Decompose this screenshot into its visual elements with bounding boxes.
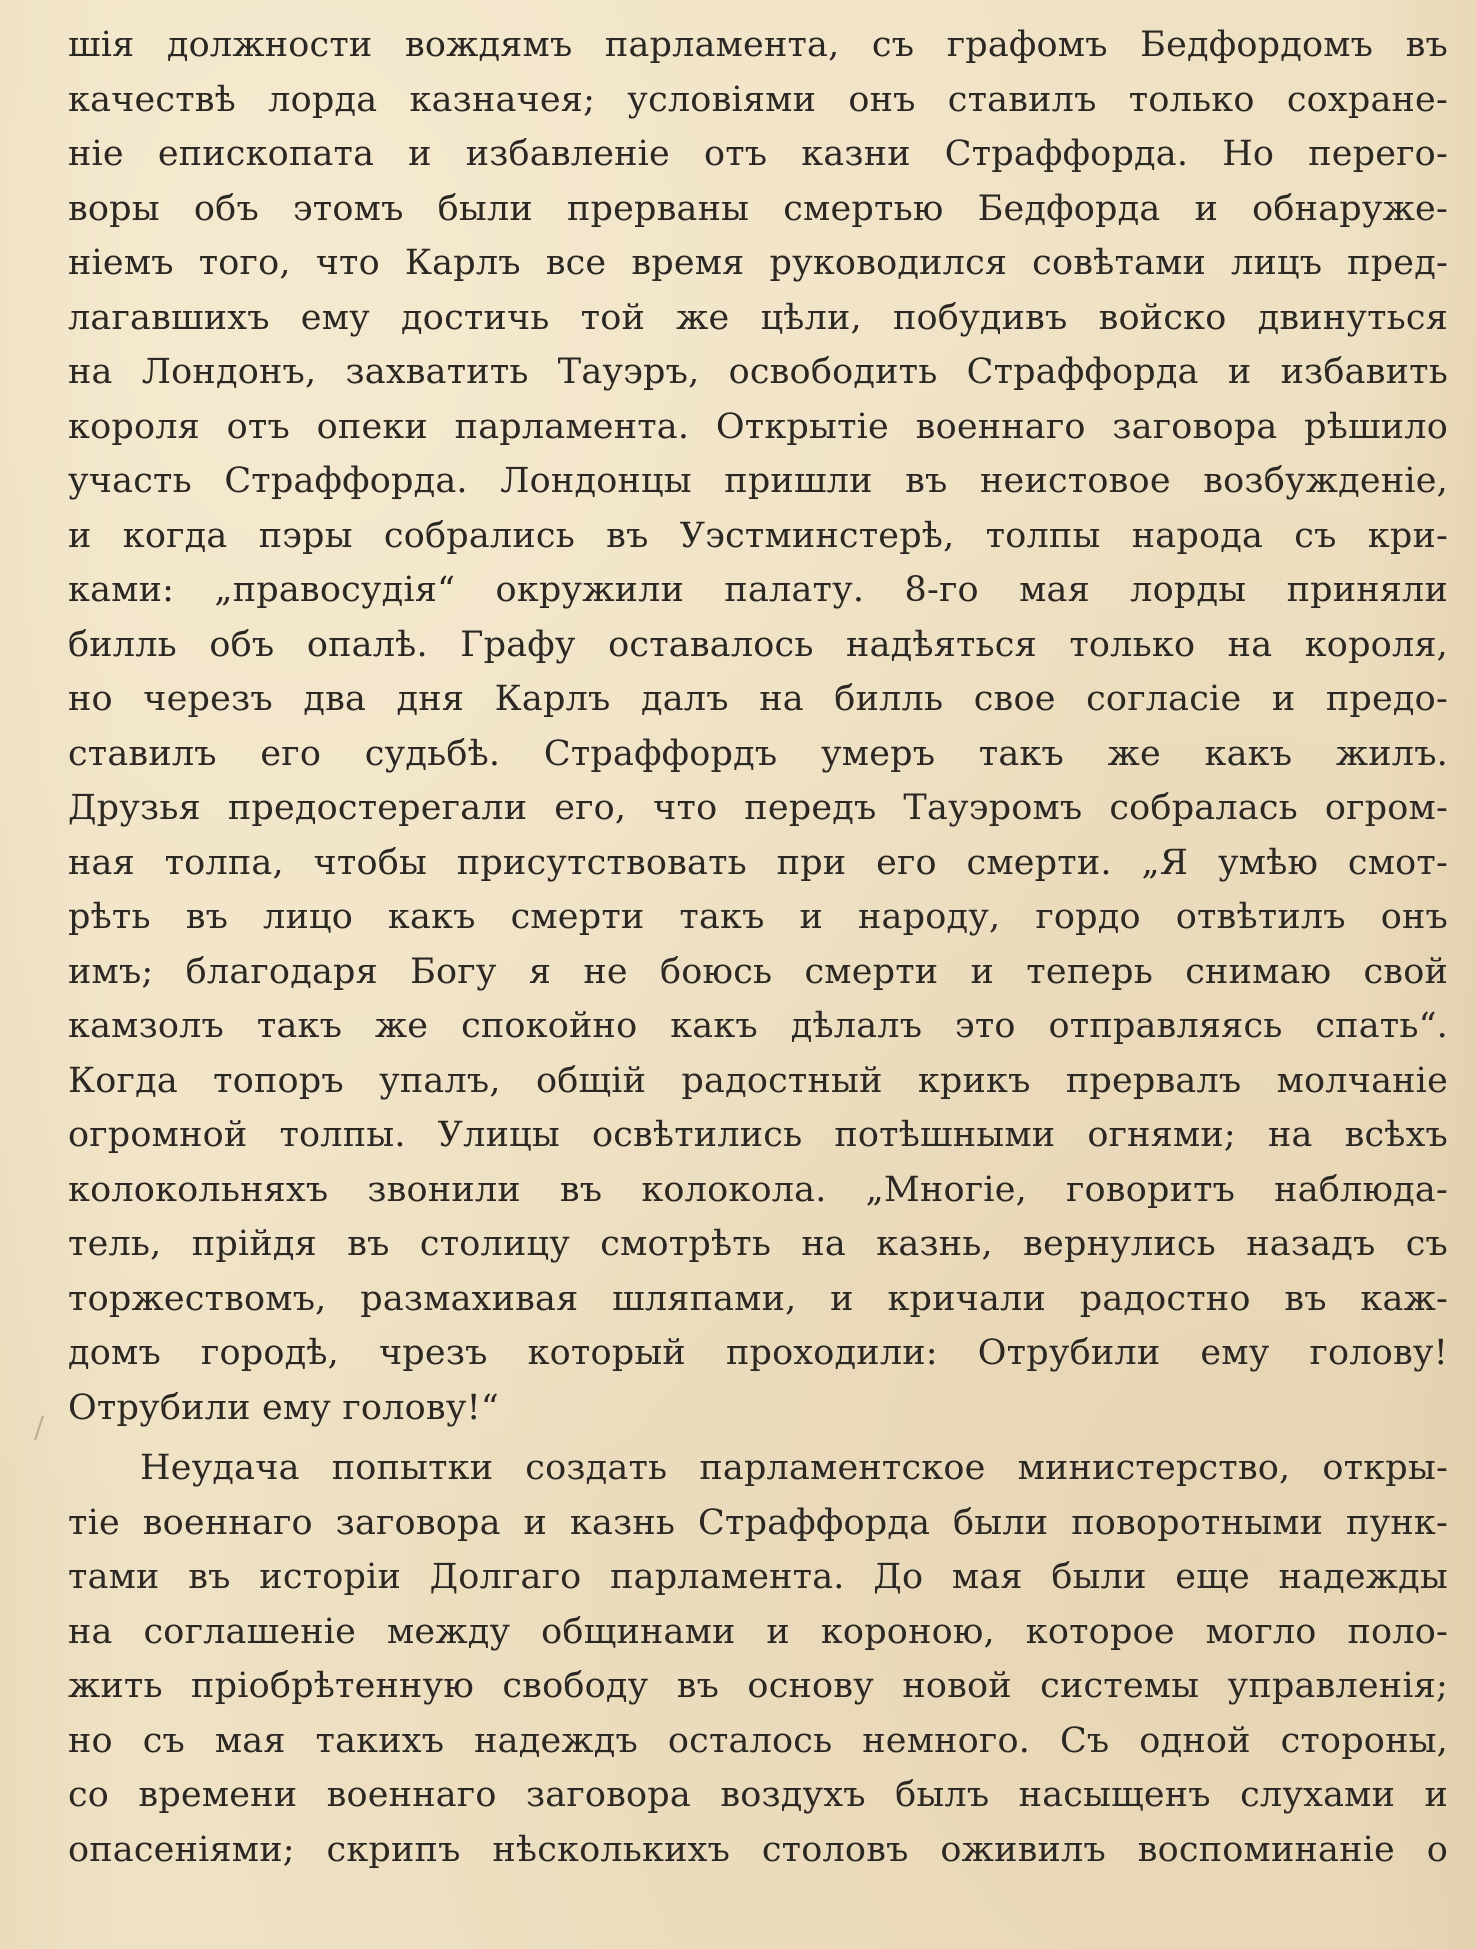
text-line: ставилъ его судьбѣ. Страффордъ умеръ такъ же какъ жилъ. <box>68 733 1448 774</box>
text-line: ная толпа, чтобы присутствовать при его смерти. „Я умѣю смот- <box>68 842 1448 883</box>
text-line: на соглашеніе между общинами и короною, которое могло поло- <box>68 1611 1448 1652</box>
text-line: Отрубили ему голову!“ <box>68 1387 499 1428</box>
text-line: жить пріобрѣтенную свободу въ основу новой системы управленія; <box>68 1666 1448 1706</box>
text-line: со времени военнаго заговора воздухъ былъ насыщенъ слухами и <box>68 1775 1448 1815</box>
text-line: участь Страффорда. Лондонцы пришли въ неистовое возбужденіе, <box>68 461 1448 501</box>
text-line: огромной толпы. Улицы освѣтились потѣшными огнями; на всѣхъ <box>68 1115 1448 1155</box>
page-text <box>68 18 1448 1877</box>
text-line: опасеніями; скрипъ нѣсколькихъ столовъ оживилъ воспоминаніе о <box>68 1829 1448 1870</box>
text-line: домъ городѣ, чрезъ который проходили: Отрубили ему голову! <box>68 1333 1448 1373</box>
text-line: ніе епископата и избавленіе отъ казни Страффорда. Но перего- <box>68 134 1448 174</box>
text-line: рѣть въ лицо какъ смерти такъ и народу, гордо отвѣтилъ онъ <box>68 897 1448 937</box>
text-line: Неудача попытки создать парламентское министерство, откры- <box>140 1448 1448 1488</box>
margin-pencil-mark <box>34 1415 44 1440</box>
text-line: Друзья предостерегали его, что передъ Тауэромъ собралась огром- <box>68 788 1448 828</box>
text-line: тіе военнаго заговора и казнь Страффорда были поворотными пунк- <box>68 1502 1448 1543</box>
text-line: но съ мая такихъ надеждъ осталось немного. Съ одной стороны, <box>68 1720 1448 1761</box>
text-line: Когда топоръ упалъ, общій радостный крикъ прервалъ молчаніе <box>68 1060 1448 1101</box>
text-line: шія должности вождямъ парламента, съ графомъ Бедфордомъ въ <box>68 25 1448 65</box>
text-line: и когда пэры собрались въ Уэстминстерѣ, толпы народа съ кри- <box>68 515 1448 556</box>
text-line: короля отъ опеки парламента. Открытіе военнаго заговора рѣшило <box>68 406 1448 447</box>
text-line: торжествомъ, размахивая шляпами, и кричали радостно въ каж- <box>68 1278 1448 1319</box>
text-line: имъ; благодаря Богу я не боюсь смерти и теперь снимаю свой <box>68 951 1448 992</box>
text-line: камзолъ такъ же спокойно какъ дѣлалъ это отправляясь спать“. <box>68 1006 1448 1046</box>
text-line: но черезъ два дня Карлъ далъ на билль свое согласіе и предо- <box>68 679 1448 719</box>
text-line: на Лондонъ, захватить Тауэръ, освободить Страффорда и избавить <box>68 352 1448 392</box>
text-line: воры объ этомъ были прерваны смертью Бедфорда и обнаруже- <box>68 188 1448 229</box>
text-line: колокольняхъ звонили въ колокола. „Многіе, говоритъ наблюда- <box>68 1169 1448 1210</box>
text-line: билль объ опалѣ. Графу оставалось надѣяться только на короля, <box>68 624 1448 665</box>
text-line: ніемъ того, что Карлъ все время руководился совѣтами лицъ пред- <box>68 243 1448 283</box>
paragraph-2 <box>68 1441 1448 1877</box>
text-line: тами въ исторіи Долгаго парламента. До мая были еще надежды <box>68 1557 1448 1597</box>
text-line: лагавшихъ ему достичь той же цѣли, побудивъ войско двинуться <box>68 297 1448 338</box>
paragraph-1 <box>68 18 1448 1435</box>
text-line: тель, прійдя въ столицу смотрѣть на казнь, вернулись назадъ съ <box>68 1224 1448 1264</box>
text-line: ками: „правосудія“ окружили палату. 8-го мая лорды приняли <box>68 570 1448 610</box>
text-line: качествѣ лорда казначея; условіями онъ ставилъ только сохране- <box>68 79 1448 120</box>
